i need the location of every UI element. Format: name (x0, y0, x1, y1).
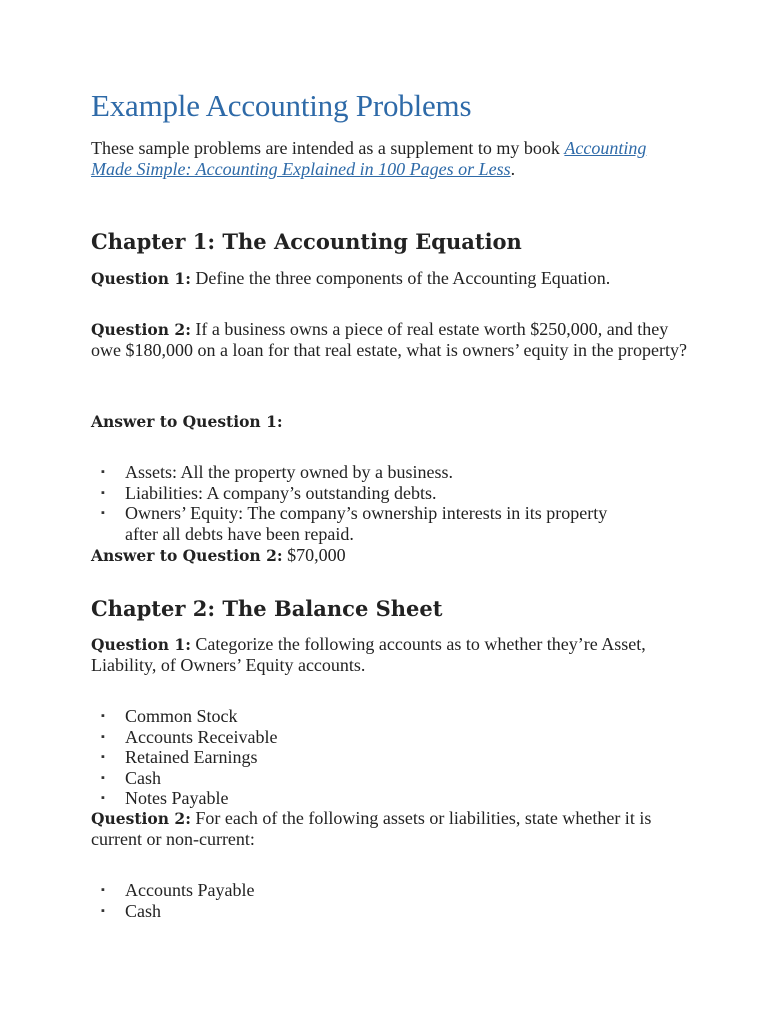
ch2-question1 (91, 634, 691, 676)
ch1-answer1-list (91, 462, 671, 544)
list-item: ▪ Assets: All the property owned by a business. (91, 462, 671, 483)
ch2-q1-text: Categorize the following accounts as to whether they’re Asset, Liability, of Owners’ Equity accounts. (91, 634, 646, 675)
ch1-question2 (91, 319, 691, 361)
ch2-accounts-list (91, 706, 671, 809)
ch1-question1 (91, 268, 691, 289)
ch1-q1-text: Define the three components of the Accounting Equation. (190, 268, 611, 288)
chapter1-heading: Chapter 1: The Accounting Equation (91, 229, 522, 254)
ch2-q1-label: Question 1: (91, 635, 191, 654)
intro-suffix: . (510, 159, 516, 179)
ch2-question2 (91, 808, 691, 850)
intro-text: These sample problems are intended as a supplement to my book (91, 138, 565, 158)
list-item: ▪ Owners’ Equity: The company’s ownership interests in its property after all debts have been repaid. (91, 503, 671, 544)
ch1-answer2 (91, 545, 691, 566)
book-link[interactable]: Accounting Made Simple: Accounting Explained in 100 Pages or Less (91, 138, 647, 179)
ch2-current-list (91, 880, 671, 921)
intro-paragraph (91, 138, 691, 180)
list-item: ▪ Notes Payable (91, 788, 671, 809)
list-item: ▪ Retained Earnings (91, 747, 671, 768)
list-item: ▪ Liabilities: A company’s outstanding debts. (91, 483, 671, 504)
list-item: ▪ Accounts Payable (91, 880, 671, 901)
ch1-answer1-label: Answer to Question 1: (91, 412, 283, 431)
list-item: ▪ Cash (91, 901, 671, 922)
ch1-q2-label: Question 2: (91, 320, 191, 339)
list-item: ▪ Cash (91, 768, 671, 789)
ch1-q1-label: Question 1: (91, 269, 191, 288)
list-item: ▪ Common Stock (91, 706, 671, 727)
chapter2-heading: Chapter 2: The Balance Sheet (91, 596, 443, 621)
ch1-a2-text: $70,000 (282, 545, 346, 565)
ch2-q2-text: For each of the following assets or liabilities, state whether it is current or non-current: (91, 808, 652, 849)
page-title: Example Accounting Problems (91, 88, 472, 123)
ch1-a2-label: Answer to Question 2: (91, 546, 283, 565)
list-item: ▪ Accounts Receivable (91, 727, 671, 748)
ch1-q2-text: If a business owns a piece of real estate worth $250,000, and they owe $180,000 on a loan for that real estate, what is owners’ equity in the property? (91, 319, 687, 360)
ch2-q2-label: Question 2: (91, 809, 191, 828)
